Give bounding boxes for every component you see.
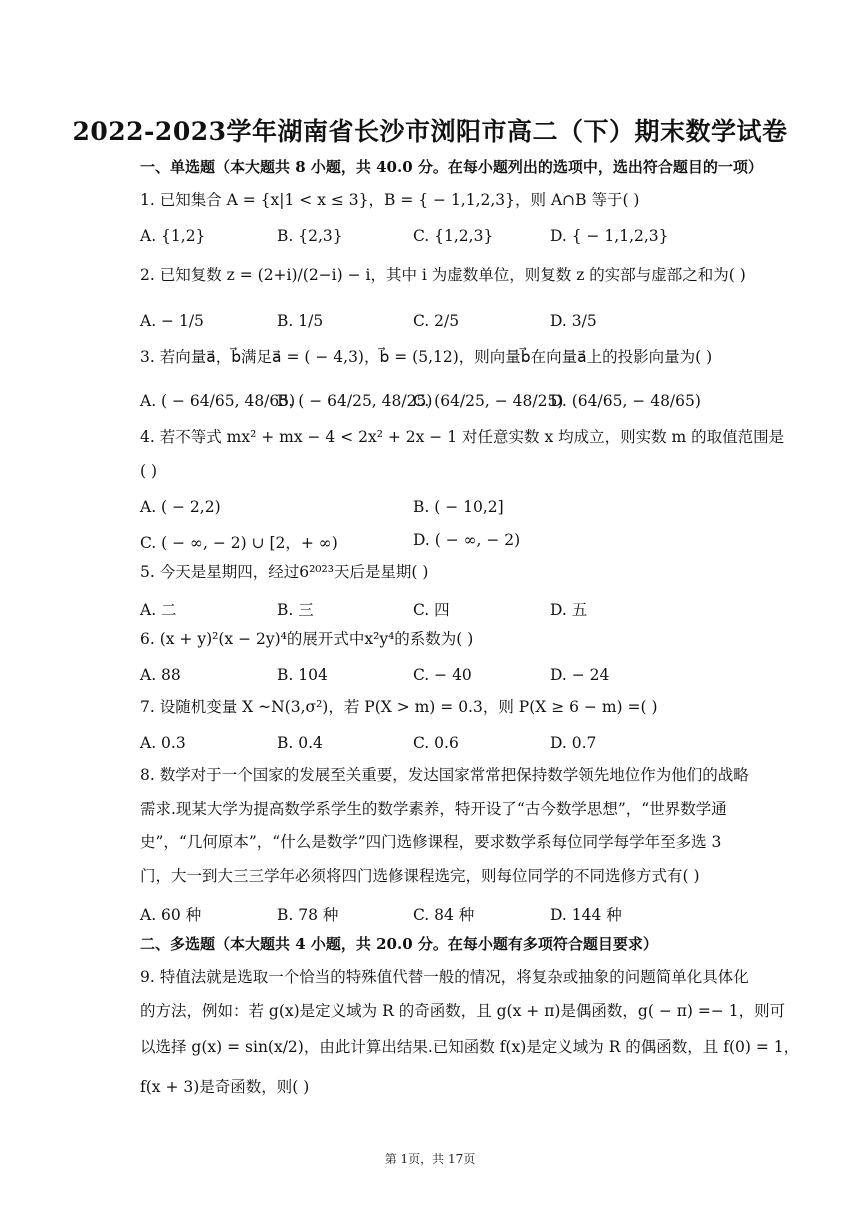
question-3-stem: 3. 若向量a⃗，b⃗满足a⃗ = ( − 4,3)，b⃗ = (5,12)，则向量b⃗在向量a⃗上的投影向量为( )	[140, 348, 713, 366]
question-5-stem: 5. 今天是星期四，经过6²⁰²³天后是星期( )	[140, 563, 429, 581]
question-2-options	[140, 312, 760, 332]
option-b: B. {2,3}	[277, 227, 343, 245]
option-d: D. 0.7	[550, 734, 597, 752]
option-c: C. ( − ∞, − 2) ∪ [2，+ ∞)	[140, 534, 338, 552]
question-2-stem: 2. 已知复数 z = (2+i)/(2−i) − i，其中 i 为虚数单位，则复数 z 的实部与虚部之和为( )	[140, 266, 746, 284]
section-heading-single-choice: 一、单选题（本大题共 8 小题，共 40.0 分。在每小题列出的选项中，选出符合题目的一项）	[140, 158, 763, 176]
page-title: 2022-2023学年湖南省长沙市浏阳市高二（下）期末数学试卷	[72, 117, 788, 146]
question-1-options	[140, 227, 760, 247]
option-a: A. {1,2}	[140, 227, 206, 245]
option-c: C. − 40	[413, 666, 472, 684]
question-8-line-4: 门，大一到大三三学年必须将四门选修课程选完，则每位同学的不同选修方式有( )	[140, 867, 700, 885]
option-c: C. {1,2,3}	[413, 227, 494, 245]
option-d: D. (64/65, − 48/65)	[550, 392, 701, 410]
option-b: B. 104	[277, 666, 328, 684]
question-4-stem-line-2: ( )	[140, 462, 158, 480]
option-d: D. 五	[550, 601, 588, 619]
option-b: B. 1/5	[277, 312, 324, 330]
question-6-options	[140, 666, 760, 686]
option-a: A. 二	[140, 601, 177, 619]
question-6-stem: 6. (x + y)²(x − 2y)⁴的展开式中x²y⁴的系数为( )	[140, 630, 474, 648]
option-b: B. ( − 64/25, 48/25)	[277, 392, 433, 410]
question-8-line-1: 8. 数学对于一个国家的发展至关重要，发达国家常常把保持数学领先地位作为他们的战略	[140, 766, 749, 784]
option-d: D. 144 种	[550, 906, 622, 924]
page-footer: 第 1页，共 17页	[384, 1152, 476, 1166]
question-4-stem-line-1: 4. 若不等式 mx² + mx − 4 < 2x² + 2x − 1 对任意实数 x 均成立，则实数 m 的取值范围是	[140, 428, 785, 446]
question-8-options	[140, 903, 760, 923]
option-c: C. (64/25, − 48/25)	[413, 392, 564, 410]
question-1-stem: 1. 已知集合 A = {x|1 < x ≤ 3}，B = { − 1,1,2,3}，则 A∩B 等于( )	[140, 191, 640, 209]
option-c: C. 84 种	[413, 906, 475, 924]
option-a: A. ( − 2,2)	[140, 498, 221, 516]
option-b: B. ( − 10,2]	[413, 498, 504, 516]
option-c: C. 0.6	[413, 734, 459, 752]
option-c: C. 四	[413, 601, 450, 619]
question-9-line-4: f(x + 3)是奇函数，则( )	[140, 1078, 310, 1096]
option-b: B. 78 种	[277, 906, 339, 924]
option-b: B. 三	[277, 601, 314, 619]
option-d: D. ( − ∞, − 2)	[413, 531, 521, 549]
question-7-stem: 7. 设随机变量 X ~N(3,σ²)，若 P(X > m) = 0.3，则 P(X ≥ 6 − m) =( )	[140, 698, 658, 716]
question-9-line-2: 的方法，例如：若 g(x)是定义域为 R 的奇函数，且 g(x + π)是偶函数，g( − π) =− 1，则可	[140, 1002, 786, 1020]
question-5-options	[140, 598, 760, 618]
option-c: C. 2/5	[413, 312, 460, 330]
question-7-options	[140, 734, 760, 754]
option-a: A. 60 种	[140, 906, 202, 924]
question-9-line-3: 以选择 g(x) = sin(x/2)，由此计算出结果.已知函数 f(x)是定义域为 R 的偶函数，且 f(0) = 1，	[140, 1038, 800, 1056]
option-a: A. − 1/5	[140, 312, 204, 330]
option-a: A. ( − 64/65, 48/65)	[140, 392, 296, 410]
question-3-options	[140, 392, 760, 412]
option-d: D. − 24	[550, 666, 610, 684]
option-a: A. 88	[140, 666, 181, 684]
question-4-options-row-2	[140, 531, 760, 551]
question-8-line-2: 需求.现某大学为提高数学系学生的数学素养，特开设了“古今数学思想”，“世界数学通	[140, 800, 727, 818]
question-4-options-row-1	[140, 498, 760, 518]
option-d: D. { − 1,1,2,3}	[550, 227, 669, 245]
question-8-line-3: 史”，“几何原本”，“什么是数学”四门选修课程，要求数学系每位同学每学年至多选 3	[140, 833, 722, 851]
question-9-line-1: 9. 特值法就是选取一个恰当的特殊值代替一般的情况，将复杂或抽象的问题简单化具体化	[140, 968, 749, 986]
option-d: D. 3/5	[550, 312, 597, 330]
option-b: B. 0.4	[277, 734, 323, 752]
option-a: A. 0.3	[140, 734, 186, 752]
section-heading-multi-choice: 二、多选题（本大题共 4 小题，共 20.0 分。在每小题有多项符合题目要求）	[140, 935, 658, 953]
